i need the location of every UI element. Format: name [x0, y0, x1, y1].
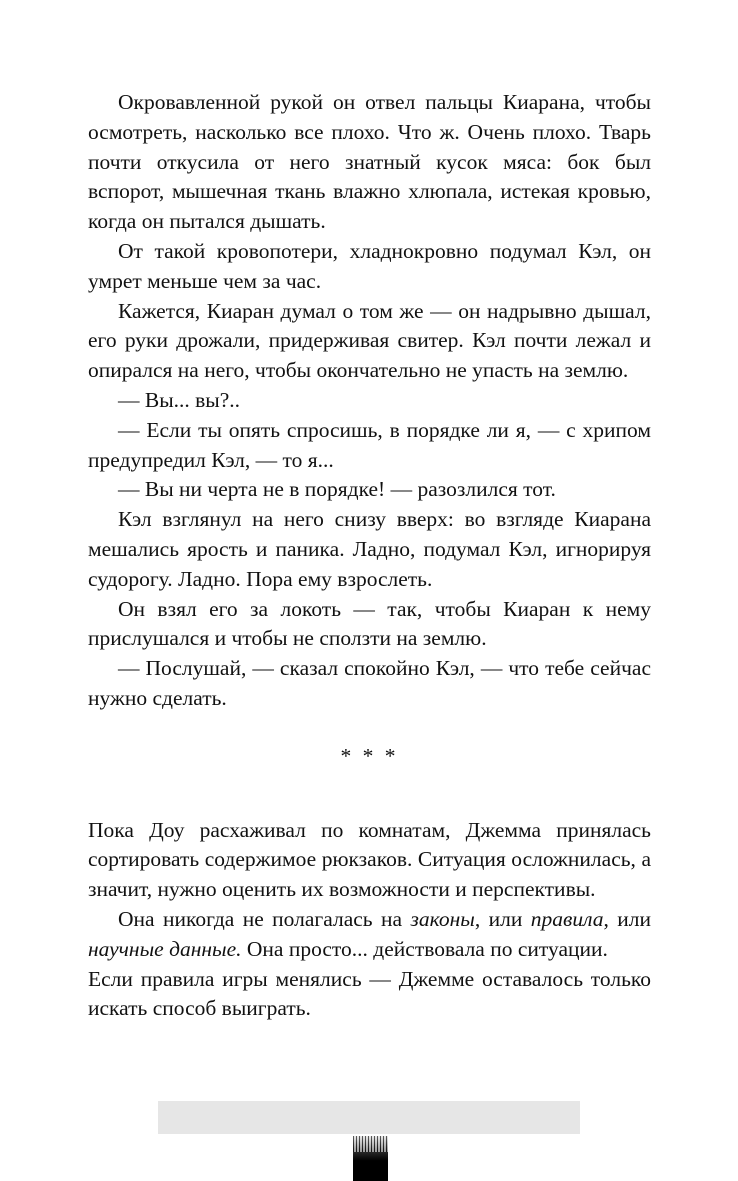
italic-word: законы	[410, 906, 475, 931]
paragraph: От такой кровопотери, хладнокровно подумал Кэл, он умрет меньше чем за час.	[88, 238, 651, 293]
italic-phrase: научные данные.	[88, 936, 242, 961]
paragraph-with-italics	[88, 905, 651, 965]
paragraph: Он взял его за локоть — так, чтобы Киаран к нему прислушался и чтобы не сползти на землю.	[88, 596, 651, 651]
paragraph: Если правила игры менялись — Джемме оставалось только искать способ выиграть.	[88, 966, 651, 1021]
paragraph: Окровавленной рукой он отвел пальцы Киарана, чтобы осмотреть, насколько все плохо. Что ж. Очень плохо. Тварь почти откусила от него знатный кусок мяса: бок был вспорот, мышечная ткань влажно хлюпала, истекая кровью, когда он пытался дышать.	[88, 90, 651, 234]
book-page-text	[88, 88, 651, 1024]
page-tab-marker	[353, 1136, 388, 1181]
paragraph: Кажется, Киаран думал о том же — он надрывно дышал, его руки дрожали, придерживая свитер. Кэл почти лежал и опирался на него, чтобы окончательно не упасть на землю.	[88, 298, 651, 383]
italic-word: правила	[530, 906, 604, 931]
text-run: , или	[474, 906, 531, 931]
paragraph: — Вы ни черта не в порядке! — разозлился тот.	[118, 477, 556, 502]
text-run: Она никогда не полагалась на	[118, 906, 411, 931]
separator-stars: * * *	[340, 743, 399, 768]
text-run: Она просто... действовала по ситуации.	[241, 936, 608, 961]
footer-bar	[158, 1101, 580, 1134]
scene-separator	[88, 742, 651, 772]
paragraph: — Вы... вы?..	[118, 387, 241, 412]
paragraph: — Если ты опять спросишь, в порядке ли я, — с хрипом предупредил Кэл, — то я...	[88, 417, 651, 472]
paragraph: — Послушай, — сказал спокойно Кэл, — что тебе сейчас нужно сделать.	[88, 656, 651, 710]
paragraph: Кэл взглянул на него снизу вверх: во взгляде Киарана мешались ярость и паника. Ладно, подумал Кэл, игнорируя судорогу. Ладно. Пора ему взрослеть.	[88, 507, 651, 591]
text-run: , или	[603, 906, 651, 931]
paragraph: Пока Доу расхаживал по комнатам, Джемма принялась сортировать содержимое рюкзаков. Ситуация осложнилась, а значит, нужно оценить их возможности и перспективы.	[88, 817, 651, 902]
